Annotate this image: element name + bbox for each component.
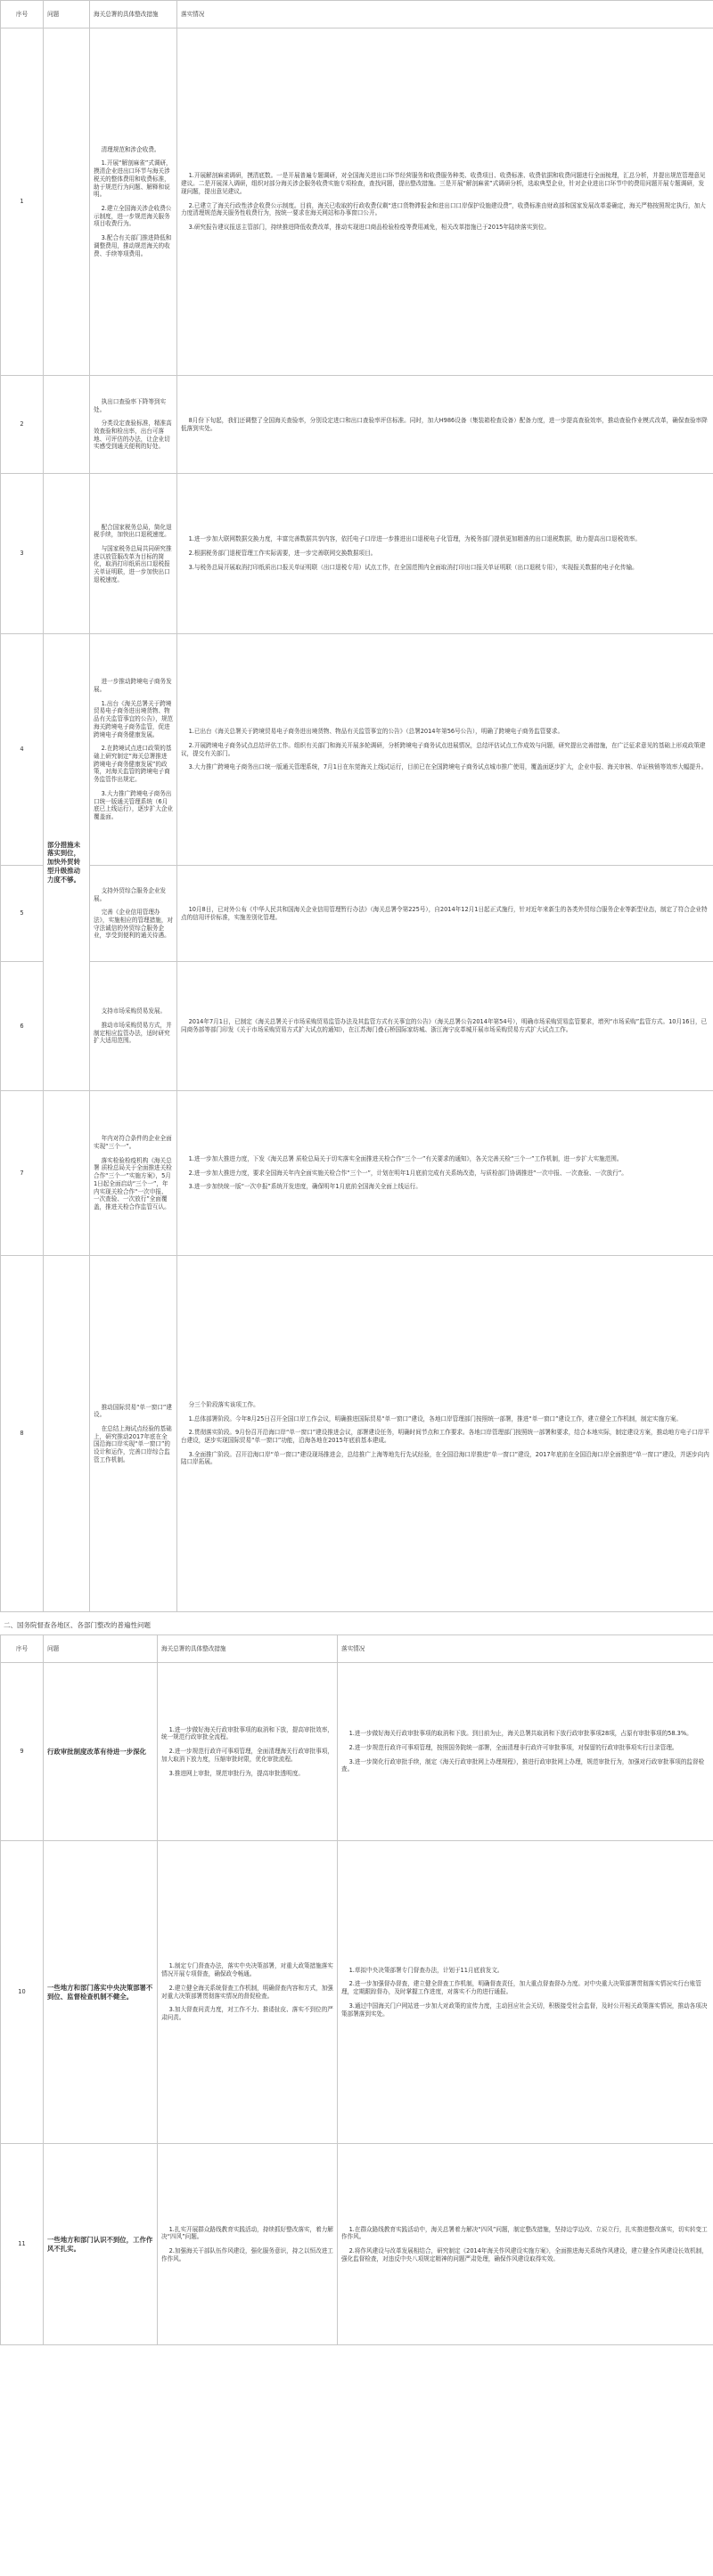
row-issue: 部分措施未落实到位，加快外贸转型升级推动力度不够。 — [44, 634, 90, 1091]
measure-text: 1.出台《海关总署关于跨境贸易电子商务进出境货物、物品有关监管事宜的公告》，规范海关跨境电子商务监管，促进跨境电子商务健康发展。 — [94, 699, 174, 738]
status-text: 3.研究报告建议报送主管部门，持续推进降低收费改革，推动实现进口商品检验检疫等费用减免，相关改革措施已于2015年陆续落实到位。 — [188, 223, 551, 231]
table-row — [1, 866, 713, 962]
row-measures — [90, 474, 177, 634]
row-number: 6 — [1, 962, 44, 1091]
row-issue — [44, 376, 90, 474]
header-issue: 问题 — [44, 1, 90, 29]
measure-text: 1.扎实开展群众路线教育实践活动，持续抓好整改落实，着力解决“四风”问题。 — [161, 2225, 333, 2241]
row-status — [177, 634, 713, 866]
row-number: 3 — [1, 474, 44, 634]
row-measures — [158, 1841, 338, 2144]
row-number: 10 — [1, 1841, 44, 2144]
header-status: 落实情况 — [338, 1635, 713, 1663]
measure-text: 3.配合有关部门推进降低和调整费用，推动规范海关的收费、手续等项费用。 — [94, 234, 172, 257]
status-text: 2.进一步规范行政许可事项管理，按照国务院统一部署，全面清理非行政许可审批事项，对保留的行政审批事项实行目录管理。 — [348, 1743, 678, 1751]
status-text: 3.通过中国海关门户网站进一步加大对政策的宣传力度，主动回应社会关切，积极接受社会监督，及时公开相关政策落实情况，推动各项决策部署落到实处。 — [341, 2001, 708, 2018]
status-text: 3.进一步简化行政审批手续，制定《海关行政审批网上办理规程》，推进行政审批网上办理，规范审批行为，加强对行政审批事项的监督检查。 — [341, 1757, 705, 1773]
header-measures: 海关总署的具体整改措施 — [90, 1, 177, 29]
status-text: 8月份下旬起，我们还调整了全国海关查验率，分别设定进口和出口查验率评估标准。同时，加大H986设备（集装箱检查设备）配备力度，进一步提高查验效率，推动查验作业模式改革，确保查验率降低落到实处。 — [181, 416, 708, 432]
measure-text: 1.进一步做好海关行政审批事项的取消和下放，提高审批效率，统一规范行政审批全流程。 — [161, 1725, 333, 1741]
measure-text: 2.加强海关干部队伍作风建设，强化服务意识，持之以恒改进工作作风。 — [161, 2247, 333, 2262]
row-issue — [44, 1256, 90, 1612]
header-status: 落实情况 — [177, 1, 713, 29]
status-text: 2.将作风建设与改革发展相结合，研究制定《2014年海关作风建设实施方案》，全面推进海关系统作风建设，建立健全作风建设长效机制，强化监督检查，对违反中央八项规定精神的问题严肃处理，确保作风建设取得实效。 — [341, 2247, 708, 2262]
table-header-row — [1, 1, 713, 29]
row-number: 9 — [1, 1663, 44, 1841]
header-no: 序号 — [1, 1635, 44, 1663]
table-row — [1, 1663, 713, 1841]
row-number: 5 — [1, 866, 44, 962]
status-text: 2014年7月1日，已制定《海关总署关于市场采购贸易监管办法及其监管方式有关事宜的公告》（海关总署公告2014年第54号），明确市场采购贸易监管要求，增列“市场采购”监管方式。10月16日，已同商务部等部门印发《关于市场采购贸易方式扩大试点的通知》，在江苏海门叠石桥国际家纺城、浙江海宁皮革城开展市场采购贸易方式扩大试点工作。 — [181, 1018, 708, 1033]
row-number: 4 — [1, 634, 44, 866]
table-row — [1, 1091, 713, 1256]
status-text: 2.根据税务部门退税管理工作实际需要，进一步完善联网交换数据项目。 — [188, 550, 377, 558]
measure-text: 2.在跨境试点进口政策的基础上研究制定“海关总署推进跨境电子商务健康发展”的政策，对海关监管的跨境电子商务监管作出规定。 — [94, 745, 172, 784]
table-second — [0, 1634, 713, 2345]
row-status — [177, 866, 713, 962]
row-issue: 一些地方和部门落实中央决策部署不到位、监督检查机制不健全。 — [44, 1841, 158, 2144]
row-number: 7 — [1, 1091, 44, 1256]
measure-text: 执出口查验率下降等到实处。 — [94, 397, 167, 413]
table-row — [1, 962, 713, 1091]
row-measures — [90, 634, 177, 866]
row-status — [177, 1091, 713, 1256]
status-text: 1.进一步加大推进力度，下发《海关总署 质检总局关于切实落实全面推进关检合作“三个一”有关要求的通知》，各关完善关检“三个一”工作机制，进一步扩大实施范围。 — [188, 1154, 623, 1162]
measure-text: 年内对符合条件的企业全面实现“三个一”。 — [94, 1135, 172, 1151]
table-row — [1, 634, 713, 866]
status-text: 3.进一步加快统一版“一次申报”系统开发进度，确保明年1月底前全国海关全面上线运行。 — [188, 1183, 422, 1191]
status-text: 1.开展解剖麻雀调研，摸清底数。一是开展普遍专题调研，对全国海关进出口环节经营服务和收费服务种类、收费项目、收费标准、收费依据和收费问题进行全面梳理，汇总分析，并提出规范管理意见建议。二是开展深入调研，组织对部分海关涉企服务收费实施专项检查，查找问题，提出整改措施。三是开展“解剖麻雀”式调研分析，选取典型企业，针对企业进出口环节中的费用问题开展专题调研，发现问题，提出意见建议。 — [181, 172, 706, 195]
row-number: 2 — [1, 376, 44, 474]
section-title: 二、国务院督查各地区、各部门整改的普遍性问题 — [4, 1621, 151, 1629]
measure-text: 3.加大督查问责力度，对工作不力、推诿扯皮、落实不到位的严肃问责。 — [161, 2006, 333, 2021]
row-measures — [90, 1256, 177, 1612]
measure-text: 1.制定专门督查办法，落实中央决策部署，对重大政策措施落实情况开展专项督查，确保政令畅通。 — [161, 1962, 333, 1978]
header-issue: 问题 — [44, 1635, 158, 1663]
measure-text: 2.建立健全海关系统督查工作机制，明确督查内容和方式，加强对重大决策部署贯彻落实情况的督促检查。 — [161, 1984, 333, 2000]
measure-text: 配合国家税务总局，简化退税手续，加快出口退税速度。 — [94, 523, 172, 539]
table-row — [1, 376, 713, 474]
status-text: 3.与税务总局开展取消打印纸质出口报关单证明联（出口退税专用）试点工作，在全国范围内全面取消打印出口报关单证明联（出口退税专用），实现报关数据的电子化传输。 — [188, 563, 638, 571]
status-text: 3.全面推广阶段。召开沿海口岸“单一窗口”建设现场推进会，总结推广上海等地先行先试经验，在全国沿海口岸推进“单一窗口”建设，2017年底前在全国沿海口岸全面推进“单一窗口”建设，并逐步向内陆口岸拓展。 — [181, 1450, 709, 1466]
row-status — [177, 376, 713, 474]
measure-text: 1.开展“解剖麻雀”式调研，摸清企业进出口环节与海关涉税关的整体费用和收费标准，助于规范行为问题、解释和说明。 — [94, 159, 172, 199]
measure-text: 3.推进网上审批，规范审批行为，提高审批透明度。 — [168, 1769, 304, 1777]
measure-text: 在总结上海试点经验的基础上，研究推动2017年底在全国沿海口岸实现“单一窗口”的设计和运作，完善口岸综合监管工作机制。 — [94, 1424, 172, 1463]
row-number: 8 — [1, 1256, 44, 1612]
row-issue — [44, 474, 90, 634]
row-measures — [90, 962, 177, 1091]
row-issue — [44, 29, 90, 376]
measure-text: 2.进一步规范行政许可事项管理，全面清理海关行政审批事项，加大取消下放力度，压缩审批时限，优化审批流程。 — [161, 1748, 333, 1763]
row-measures — [90, 866, 177, 962]
table-row — [1, 1256, 713, 1612]
row-issue — [44, 1091, 90, 1256]
status-text: 分三个阶段落实该项工作。 — [188, 1400, 259, 1408]
row-measures — [90, 376, 177, 474]
row-number: 1 — [1, 29, 44, 376]
status-text: 2.已建立了海关行政性涉企收费公示制度。目前，海关已收取的行政收费仅剩“进口货物滞报金和进出口口岸保护设施建设费”，收费标准由财政部和国家发展改革委确定，海关严格按照规定执行，加大力度清理规范海关服务性收费行为，按统一要求在海关网站和办事窗口公开。 — [181, 201, 706, 217]
status-text: 2.进一步加大推进力度，要求全国海关年内全面实施关检合作“三个一”，计划在明年1月底前完成有关系统改造，与质检部门协调推进“一次申报、一次查验、一次放行”。 — [188, 1169, 627, 1177]
table-row — [1, 29, 713, 376]
status-text: 1.总体部署阶段。今年8月25日召开全国口岸工作会议，明确推进国际贸易“单一窗口”建设，各地口岸管理部门按照统一部署，推进“单一窗口”建设工作，建立健全工作机制，制定实施方案。 — [188, 1414, 683, 1423]
measure-text: 3.大力推广跨境电子商务出口统一版通关管理系统（6月底已上线运行），逐步扩大企业覆盖面。 — [94, 789, 174, 820]
measure-text: 进一步推动跨境电子商务发展。 — [94, 678, 172, 694]
header-no: 序号 — [1, 1, 44, 29]
measure-text: 清理规范和涉企收费。 — [101, 145, 160, 153]
status-text: 3.大力推广跨境电子商务出口统一版通关管理系统，7月1日在东莞海关上线试运行，目前已在全国跨境电子商务试点城市推广使用，覆盖面逐步扩大，企业申报、海关审核、单证核销等效率大幅提升。 — [188, 763, 708, 771]
measure-text: 推动市场采购贸易方式，并制定相应监管办法，适时研究扩大适用范围。 — [94, 1021, 172, 1045]
table-row — [1, 474, 713, 634]
status-text: 1.已出台《海关总署关于跨境贸易电子商务进出境货物、物品有关监管事宜的公告》（总署2014年第56号公告），明确了跨境电子商务监管要求。 — [188, 728, 564, 736]
row-measures — [158, 1663, 338, 1841]
measure-text: 支持外贸综合服务企业发展。 — [94, 886, 167, 902]
table-header-row — [1, 1635, 713, 1663]
row-status — [177, 474, 713, 634]
measure-text: 推动国际贸易“单一窗口”建设。 — [94, 1403, 172, 1419]
header-measures: 海关总署的具体整改措施 — [158, 1635, 338, 1663]
status-text: 2.进一步加强督办督查，建立健全督查工作机制，明确督查责任，加大重点督查督办力度。对中央重大决策部署贯彻落实情况实行台账管理，定期跟踪督办，及时掌握工作进度，对落实不力的进行通报。 — [341, 1980, 701, 1996]
status-text: 1.在群众路线教育实践活动中，海关总署着力解决“四风”问题，制定整改措施，坚持边学边改、立说立行，扎实推进整改落实，切实转变工作作风。 — [341, 2225, 708, 2241]
row-status — [177, 962, 713, 1091]
row-measures — [90, 29, 177, 376]
status-text: 1.进一步加大联网数据交换力度，丰富完善数据共享内容，依托电子口岸进一步推进出口退税电子化管理，为税务部门提供更加精准的出口退税数据，助力提高出口退税效率。 — [188, 535, 641, 543]
row-status — [338, 1663, 713, 1841]
row-status — [338, 2144, 713, 2345]
row-status — [177, 1256, 713, 1612]
table-row — [1, 1841, 713, 2144]
measure-text: 分类设定查验标准，精准高效查验和检出率，出台可落地、可评估的办法，让企业切实感受到通关便利的好处。 — [94, 420, 172, 451]
row-status — [338, 1841, 713, 2144]
status-text: 1.草拟中央决策部署专门督查办法，计划于11月底前发文。 — [348, 1966, 504, 1974]
measure-text: 2.建立全国海关涉企收费公示制度，进一步规范海关服务项目收费行为。 — [94, 205, 172, 228]
row-issue: 行政审批制度改革有待进一步深化 — [44, 1663, 158, 1841]
row-status — [177, 29, 713, 376]
table-row — [1, 2144, 713, 2345]
status-text: 10月8日，已对外公布《中华人民共和国海关企业信用管理暂行办法》（海关总署令第225号），自2014年12月1日起正式施行，针对近年来新生的各类外贸综合服务企业等新型业态，制定了符合企业特点的信用评价标准，实施差别化管理。 — [181, 905, 708, 921]
row-measures — [158, 2144, 338, 2345]
row-measures — [90, 1091, 177, 1256]
status-text: 2.贯彻落实阶段。9月份召开沿海口岸“单一窗口”建设推进会议，部署建设任务，明确时间节点和工作要求。各地口岸管理部门按照统一部署和要求，结合本地实际，制定建设方案，推动地方电子口岸平台建设，逐步实现国际贸易“单一窗口”功能，沿海各地在2015年底前基本建成。 — [181, 1429, 709, 1444]
row-issue: 一些地方和部门认识不到位，工作作风不扎实。 — [44, 2144, 158, 2345]
measure-text: 与国家税务总局共同研究推进以放管服改革为目标的简化，取消打印纸质出口退税报关单证明联，进一步加快出口退税速度。 — [94, 544, 172, 583]
row-number: 11 — [1, 2144, 44, 2345]
measure-text: 落实检验检疫机构《海关总署 质检总局关于全面推进关检合作“三个一”实施方案》，5月1日起全面启动“三个一”，年内实现关检合作“一次申报、一次查验、一次放行”全面覆盖，推进关检合作监管互认。 — [94, 1156, 172, 1211]
measure-text: 支持市场采购贸易发展。 — [101, 1007, 167, 1015]
measure-text: 完善《企业信用管理办法》，实施相应的管理措施，对守法诚信的外贸综合服务企业，享受到便利的通关待遇。 — [94, 909, 174, 940]
status-text: 1.进一步做好海关行政审批事项的取消和下放。到目前为止，海关总署共取消和下放行政审批事项28项，占原有审批事项的58.3%。 — [348, 1730, 693, 1738]
status-text: 2.开展跨境电子商务试点总结评估工作。组织有关部门和海关开展多轮调研，分析跨境电子商务试点进展情况，总结评估试点工作成效与问题，研究提出完善措施，在广泛征求意见的基础上形成政策建议，提交有关部门。 — [181, 741, 706, 757]
